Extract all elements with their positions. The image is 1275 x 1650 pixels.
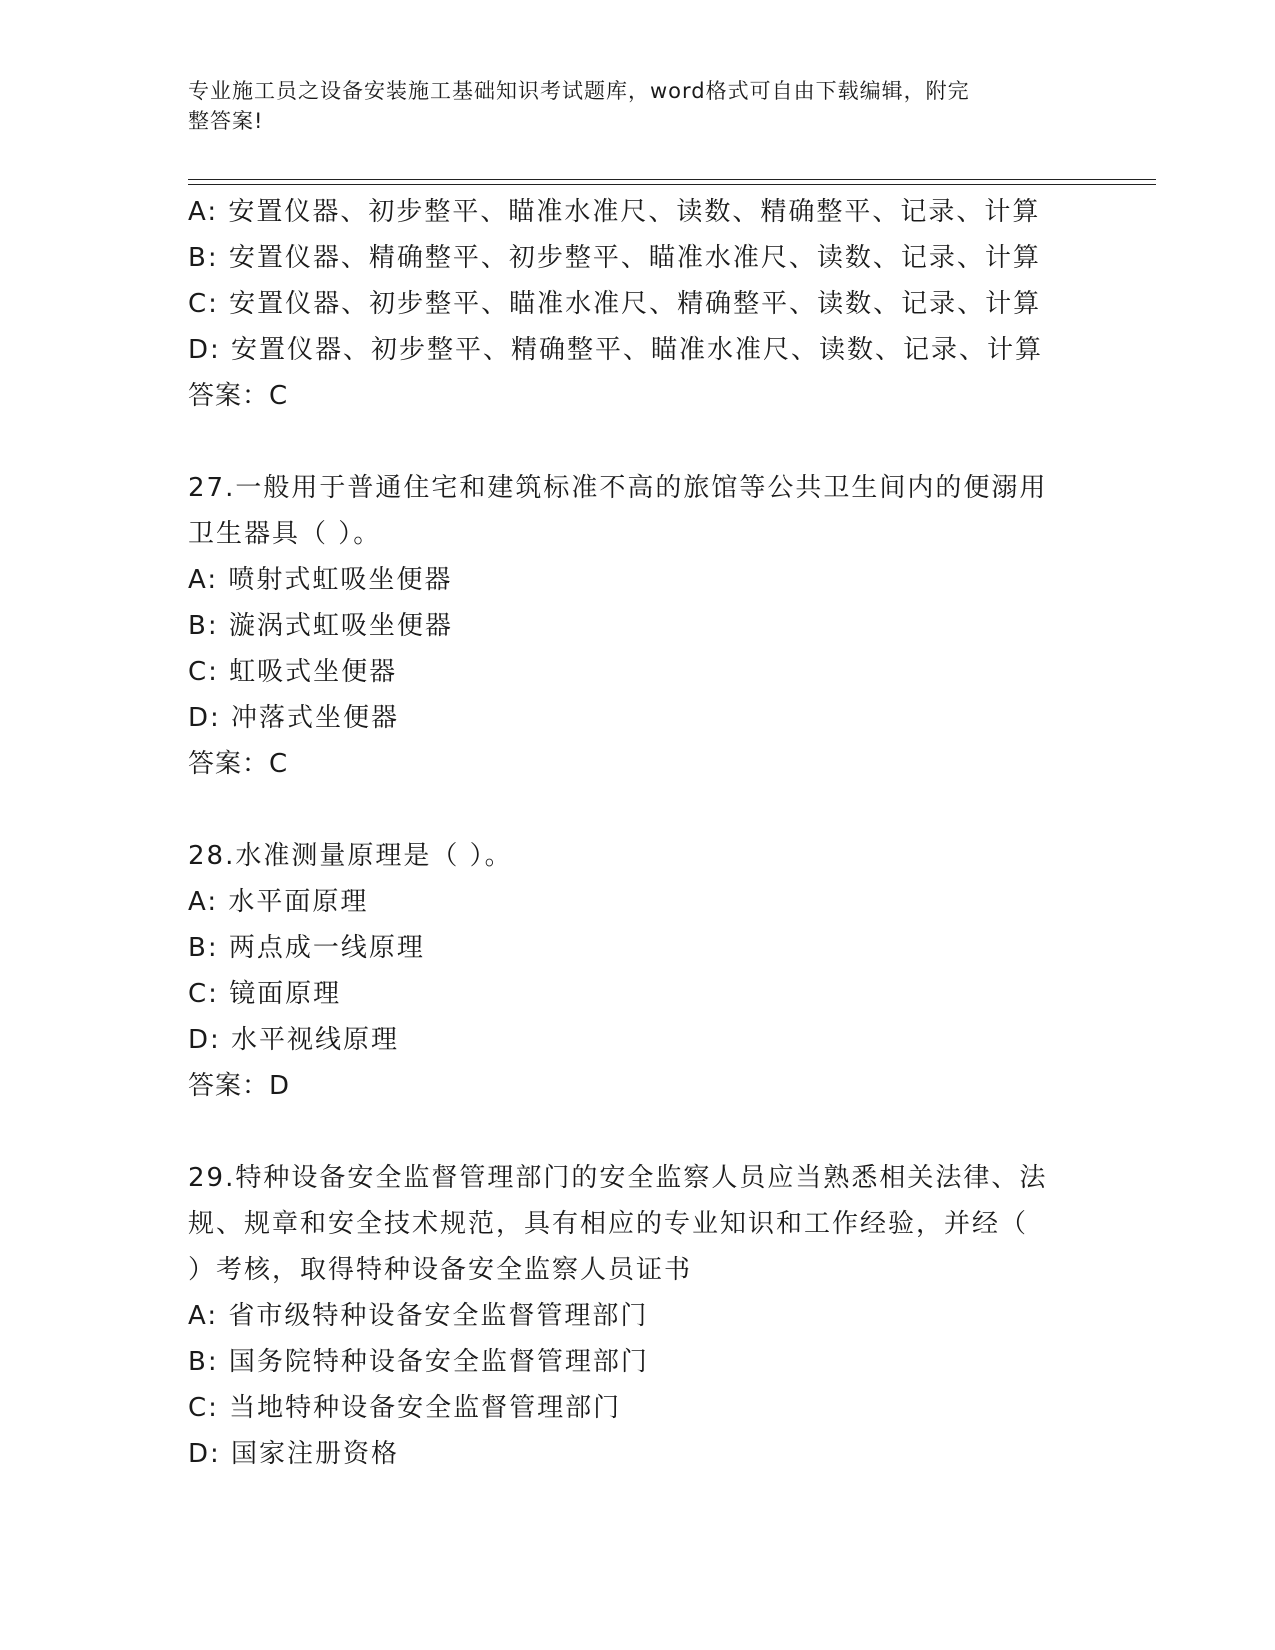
- question-stem-line-2: 规、规章和安全技术规范，具有相应的专业知识和工作经验，并经（: [188, 1209, 1029, 1239]
- answer: 答案：D: [188, 1071, 291, 1101]
- spacer: [188, 1109, 1088, 1155]
- question-27: [188, 465, 1088, 787]
- header-line-1: 专业施工员之设备安装施工基础知识考试题库，word格式可自由下载编辑，附完: [188, 79, 970, 103]
- option-d: D: 安置仪器、初步整平、精确整平、瞄准水准尺、读数、记录、计算: [188, 335, 1044, 365]
- option-c: C: 当地特种设备安全监督管理部门: [188, 1393, 622, 1423]
- option-b: B: 两点成一线原理: [188, 933, 425, 963]
- option-b: B: 安置仪器、精确整平、初步整平、瞄准水准尺、读数、记录、计算: [188, 243, 1041, 273]
- question-stem-line-2: 卫生器具（ ）。: [188, 519, 382, 549]
- answer: 答案：C: [188, 749, 289, 779]
- option-d: D: 国家注册资格: [188, 1439, 400, 1469]
- option-a: A: 喷射式虹吸坐便器: [188, 565, 453, 595]
- question-stem-line-1: 28.水准测量原理是（ ）。: [188, 841, 513, 871]
- question-28: [188, 833, 1088, 1109]
- option-b: B: 漩涡式虹吸坐便器: [188, 611, 453, 641]
- option-b: B: 国务院特种设备安全监督管理部门: [188, 1347, 649, 1377]
- question-stem-line-1: 29.特种设备安全监督管理部门的安全监察人员应当熟悉相关法律、法: [188, 1163, 1048, 1193]
- question-content: [188, 189, 1088, 1477]
- spacer: [188, 787, 1088, 833]
- question-stem-line-1: 27.一般用于普通住宅和建筑标准不高的旅馆等公共卫生间内的便溺用: [188, 473, 1048, 503]
- header-rule-bottom: [188, 184, 1156, 185]
- question-stem-line-3: ）考核，取得特种设备安全监察人员证书: [188, 1255, 693, 1285]
- option-d: D: 冲落式坐便器: [188, 703, 400, 733]
- header-line-2: 整答案!: [188, 109, 264, 133]
- option-d: D: 水平视线原理: [188, 1025, 400, 1055]
- spacer: [188, 419, 1088, 465]
- option-a: A: 安置仪器、初步整平、瞄准水准尺、读数、精确整平、记录、计算: [188, 197, 1041, 227]
- option-c: C: 虹吸式坐便器: [188, 657, 398, 687]
- document-header: [188, 76, 1068, 136]
- answer: 答案：C: [188, 381, 289, 411]
- question-26: [188, 189, 1088, 419]
- option-a: A: 水平面原理: [188, 887, 369, 917]
- option-a: A: 省市级特种设备安全监督管理部门: [188, 1301, 649, 1331]
- header-rule-top: [188, 179, 1156, 180]
- option-c: C: 镜面原理: [188, 979, 342, 1009]
- question-29: [188, 1155, 1088, 1477]
- option-c: C: 安置仪器、初步整平、瞄准水准尺、精确整平、读数、记录、计算: [188, 289, 1042, 319]
